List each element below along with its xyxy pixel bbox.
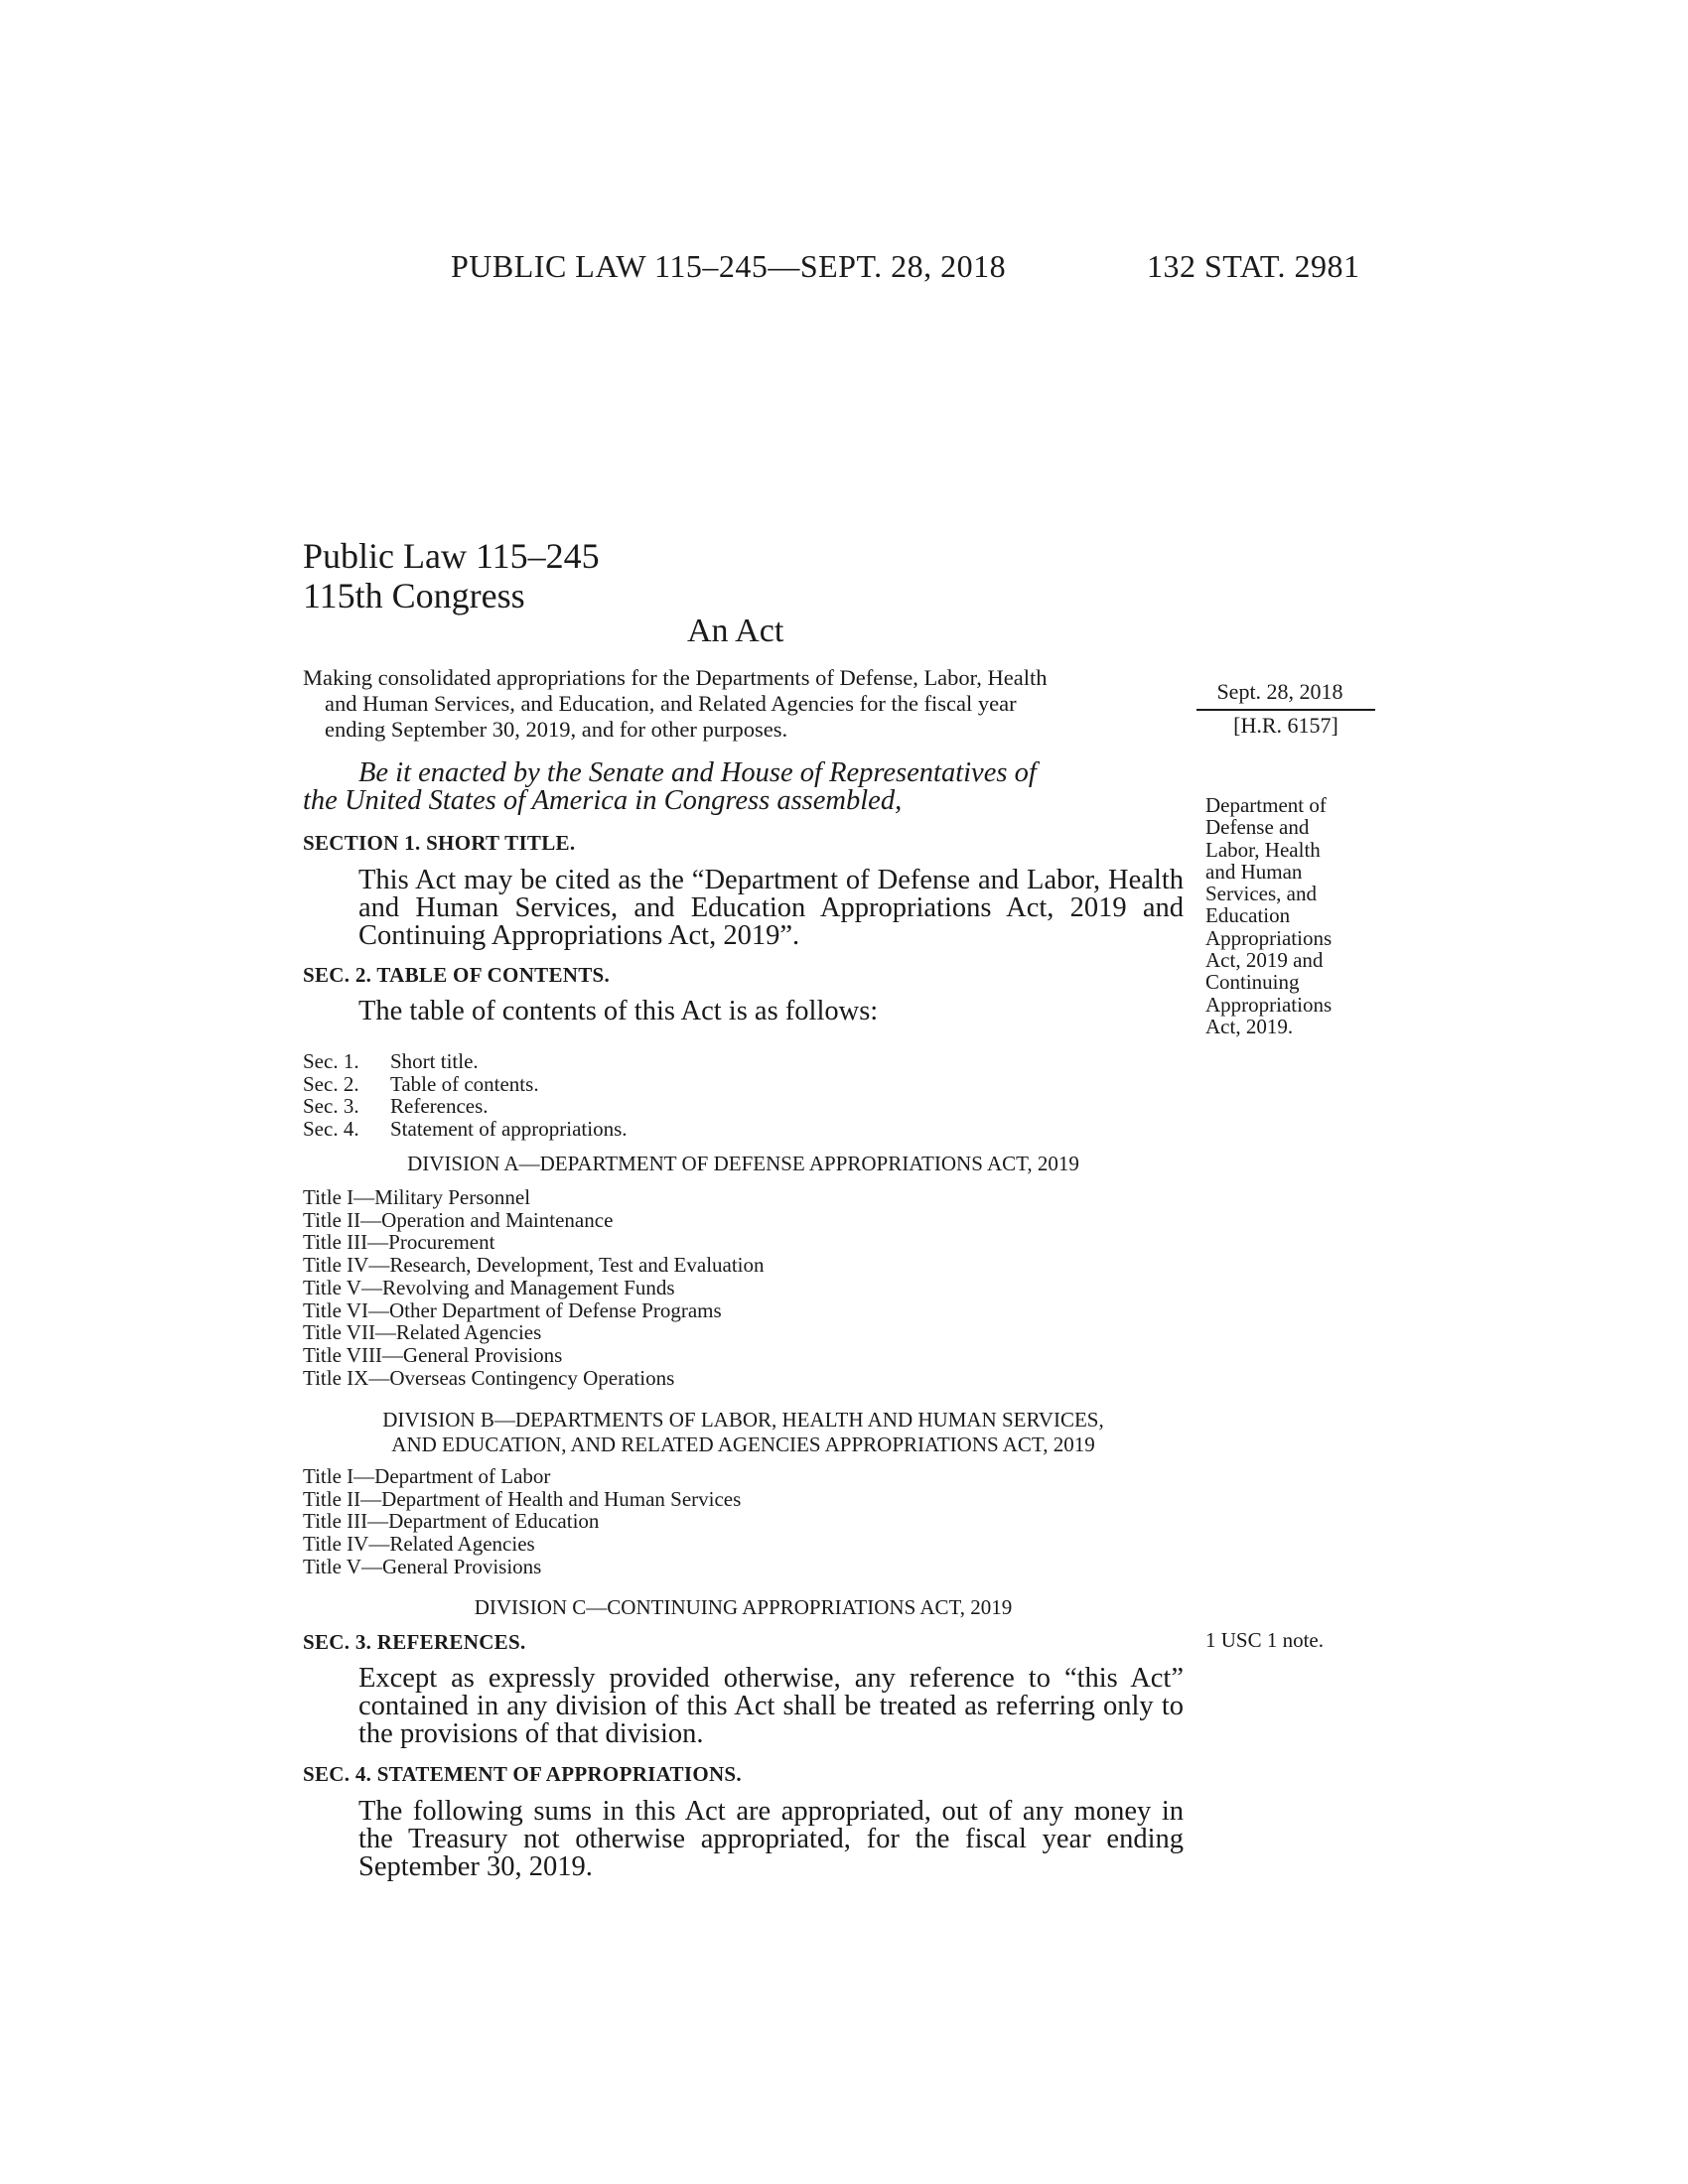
section-3-paragraph: Except as expressly provided otherwise, any reference to “this Act” contained in any division of this Act shall be treated as referring only to the provisions of that division. — [358, 1663, 1184, 1749]
running-head-title: PUBLIC LAW 115–245—SEPT. 28, 2018 — [451, 248, 1007, 284]
margin-note-line: and Human — [1205, 859, 1303, 884]
margin-note-usc: 1 USC 1 note. — [1205, 1628, 1325, 1652]
purpose-line: and Human Services, and Education, and Related Agencies for the fiscal year — [325, 691, 1017, 716]
congress-label: 115th Congress — [303, 576, 525, 615]
toc-title-entry: Title V—Revolving and Management Funds — [303, 1275, 675, 1299]
margin-note-date: Sept. 28, 2018 — [1216, 679, 1343, 704]
toc-entry-label: Sec. 3. — [303, 1094, 359, 1119]
margin-note-bill-number: [H.R. 6157] — [1233, 713, 1338, 738]
margin-note-line: Defense and — [1205, 815, 1310, 840]
toc-entry — [303, 1118, 628, 1141]
section-2-heading: SEC. 2. TABLE OF CONTENTS. — [303, 963, 611, 987]
toc-entry-title: Statement of appropriations. — [390, 1117, 628, 1142]
toc-title-entry: Title IV—Related Agencies — [303, 1532, 535, 1557]
margin-note-line: Act, 2019. — [1205, 1014, 1294, 1038]
purpose-line: ending September 30, 2019, and for other purposes. — [325, 717, 788, 742]
toc-title-entry: Title IV—Research, Development, Test and Evaluation — [303, 1253, 765, 1278]
enacting-clause-line: the United States of America in Congress assembled, — [303, 785, 903, 816]
toc-title-entry: Title II—Operation and Maintenance — [303, 1207, 614, 1232]
section-3-heading: SEC. 3. REFERENCES. — [303, 1630, 526, 1654]
toc-title-entry: Title IX—Overseas Contingency Operations — [303, 1365, 675, 1390]
toc-section-list — [303, 1050, 628, 1141]
toc-entry-label: Sec. 1. — [303, 1049, 359, 1073]
margin-note-line: Continuing — [1205, 970, 1300, 995]
toc-title-entry: Title III—Procurement — [303, 1230, 495, 1255]
section-4-text — [303, 1798, 1184, 1881]
division-b-title-list — [303, 1465, 741, 1578]
toc-title-entry: Title III—Department of Education — [303, 1509, 600, 1534]
division-b-heading — [303, 1408, 1184, 1457]
margin-note-short-title — [1205, 794, 1384, 1037]
toc-entry — [303, 1050, 628, 1073]
section-3-text — [303, 1665, 1184, 1748]
toc-title-entry: Title VIII—General Provisions — [303, 1342, 563, 1367]
running-head-stat: 132 STAT. 2981 — [1147, 248, 1360, 284]
section-4-paragraph: The following sums in this Act are appropriated, out of any money in the Treasury not otherwise appropriated, for the fiscal year ending September 30, 2019. — [358, 1796, 1184, 1882]
margin-note-line: Services, and — [1205, 882, 1317, 906]
division-a-title-list — [303, 1186, 765, 1389]
section-4-heading: SEC. 4. STATEMENT OF APPROPRIATIONS. — [303, 1762, 742, 1786]
margin-note-line: Labor, Health — [1205, 837, 1321, 862]
margin-note-line: Education — [1205, 903, 1291, 928]
act-label: An Act — [687, 613, 784, 649]
section-2-text: The table of contents of this Act is as follows: — [358, 996, 879, 1026]
toc-entry-title: References. — [390, 1094, 489, 1119]
toc-entry-title: Short title. — [390, 1049, 479, 1073]
section-1-text — [303, 867, 1184, 950]
division-b-heading-line: DIVISION B—DEPARTMENTS OF LABOR, HEALTH AND HUMAN SERVICES, — [382, 1408, 1104, 1432]
act-purpose — [303, 665, 1184, 743]
margin-note-divider — [1196, 709, 1375, 711]
enacting-clause — [303, 759, 1184, 815]
toc-title-entry: Title II—Department of Health and Human Services — [303, 1486, 742, 1511]
division-b-heading-line: AND EDUCATION, AND RELATED AGENCIES APPROPRIATIONS ACT, 2019 — [391, 1433, 1095, 1456]
enacting-clause-line: Be it enacted by the Senate and House of Representatives of — [358, 757, 1037, 788]
toc-entry-title: Table of contents. — [390, 1071, 539, 1096]
margin-note-line: Appropriations — [1205, 925, 1333, 950]
margin-note-line: Appropriations — [1205, 992, 1333, 1017]
public-law-number: Public Law 115–245 — [303, 536, 600, 576]
toc-entry-label: Sec. 2. — [303, 1071, 359, 1096]
toc-title-entry: Title I—Military Personnel — [303, 1185, 531, 1209]
toc-entry-label: Sec. 4. — [303, 1117, 359, 1142]
section-1-paragraph: This Act may be cited as the “Department of Defense and Labor, Health and Human Services, and Education Appropriations Act, 2019 and Continuing Appropriations Act, 2019”. — [358, 865, 1184, 951]
margin-note-line: Department of — [1205, 793, 1327, 817]
division-c-heading: DIVISION C—CONTINUING APPROPRIATIONS ACT, 2019 — [474, 1595, 1013, 1619]
toc-title-entry: Title V—General Provisions — [303, 1554, 542, 1578]
division-a-heading: DIVISION A—DEPARTMENT OF DEFENSE APPROPRIATIONS ACT, 2019 — [407, 1152, 1079, 1175]
toc-title-entry: Title I—Department of Labor — [303, 1464, 551, 1488]
toc-entry — [303, 1073, 628, 1096]
section-1-heading: SECTION 1. SHORT TITLE. — [303, 831, 576, 855]
toc-entry — [303, 1095, 628, 1118]
margin-note-line: Act, 2019 and — [1205, 948, 1324, 973]
toc-title-entry: Title VII—Related Agencies — [303, 1320, 542, 1345]
toc-title-entry: Title VI—Other Department of Defense Programs — [303, 1297, 722, 1322]
purpose-line: Making consolidated appropriations for the Departments of Defense, Labor, Health — [303, 665, 1048, 690]
